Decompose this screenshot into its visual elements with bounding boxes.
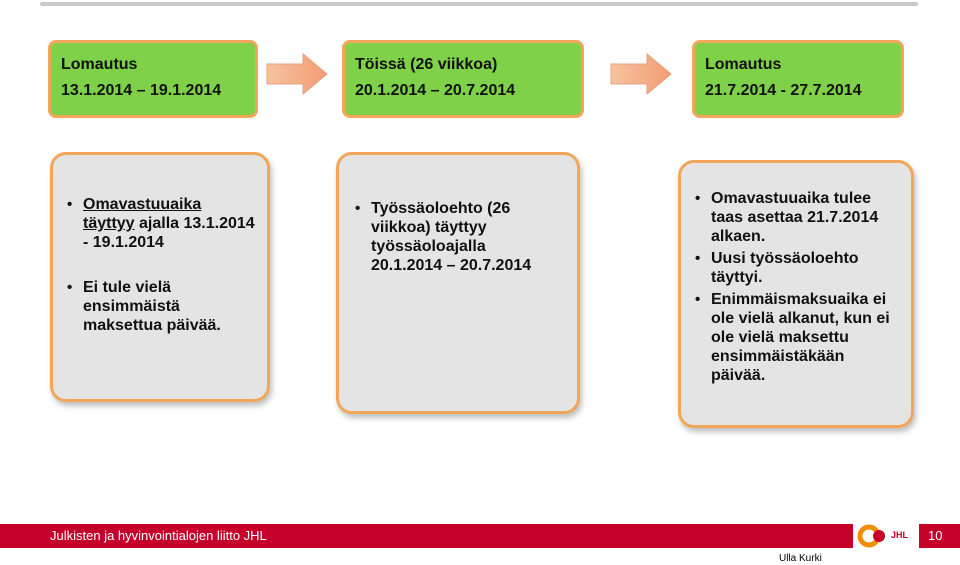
footer-organization: Julkisten ja hyvinvointialojen liitto JHL (50, 528, 267, 543)
arrow-right-icon (609, 52, 673, 96)
period-working (342, 40, 584, 118)
note-box-1 (50, 152, 270, 402)
period-title: Lomautus (61, 56, 138, 73)
note-text: Ei tule vielä ensimmäistä maksettua päivää. (83, 279, 221, 334)
arrow-right-icon (265, 52, 329, 96)
note-bullet (349, 199, 557, 275)
note-bullet (689, 290, 901, 385)
page-number: 10 (928, 528, 943, 543)
note-text: ajalla 13.1.2014 - 19.1.2014 (83, 215, 255, 251)
period-layoff-1 (48, 40, 258, 118)
note-bullet (61, 195, 255, 252)
note-box-3 (678, 160, 914, 428)
period-dates: 20.1.2014 – 20.7.2014 (355, 82, 516, 99)
note-underlined-text: Omavastuuaika täyttyy (83, 196, 202, 232)
note-box-2 (336, 152, 580, 414)
author-name: Ulla Kurki (779, 553, 822, 564)
period-dates: 13.1.2014 – 19.1.2014 (61, 82, 222, 99)
note-text: Enimmäismaksuaika ei ole vielä alkanut, kun ei ole vielä maksettu ensimmäistäkään päivää. (711, 291, 890, 384)
jhl-logo-icon (853, 524, 919, 548)
note-bullet (689, 189, 901, 246)
note-text: Omavastuuaika tulee taas asettaa 21.7.2014 alkaen. (711, 190, 879, 245)
note-bullet (689, 249, 901, 287)
note-bullet (61, 278, 255, 335)
period-title: Töissä (26 viikkoa) (355, 56, 498, 73)
period-dates: 21.7.2014 - 27.7.2014 (705, 82, 862, 99)
note-text: Uusi työssäoloehto täyttyi. (711, 250, 859, 286)
period-title: Lomautus (705, 56, 782, 73)
top-divider (40, 2, 918, 6)
jhl-logo-text: JHL (891, 530, 909, 540)
jhl-logo (853, 524, 919, 548)
note-text: Työssäoloehto (26 viikkoa) täyttyy työssäoloajalla 20.1.2014 – 20.7.2014 (371, 200, 532, 274)
period-layoff-2 (692, 40, 904, 118)
